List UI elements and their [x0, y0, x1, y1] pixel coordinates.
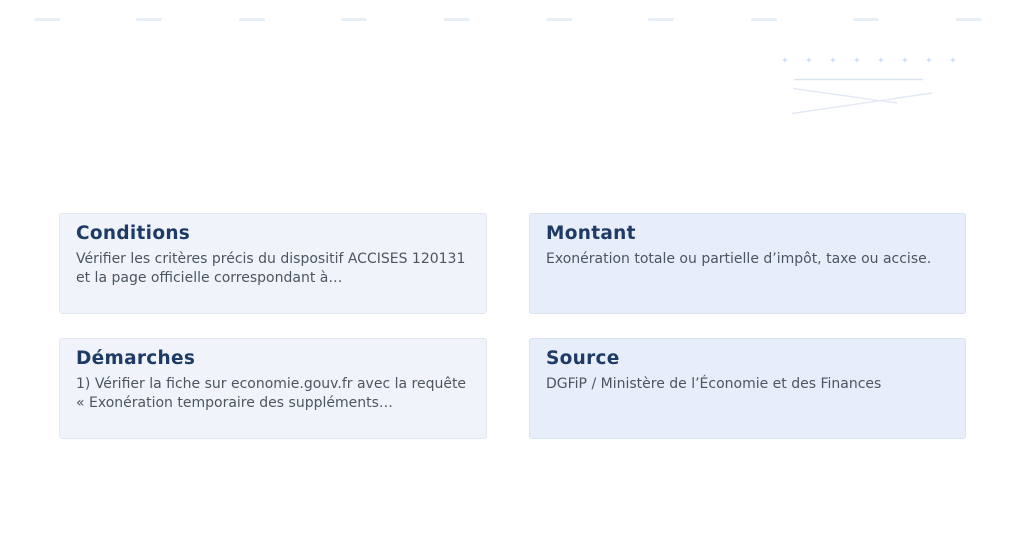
plus-dot-icon	[927, 58, 931, 62]
plus-dot-icon	[783, 58, 787, 62]
card-demarches	[59, 338, 487, 439]
sketch-diagonal-line-2	[792, 93, 932, 114]
nav-placeholder-dash	[853, 18, 879, 21]
card-conditions-title: Conditions	[76, 223, 191, 244]
decorative-sketch	[770, 45, 975, 125]
card-conditions	[59, 213, 487, 314]
info-cards-grid	[59, 213, 965, 439]
card-source-title: Source	[546, 348, 620, 369]
nav-placeholder-dash	[648, 18, 674, 21]
card-demarches-title: Démarches	[76, 348, 196, 369]
plus-dot-icon	[903, 58, 907, 62]
nav-placeholder-dash	[136, 18, 162, 21]
plus-dots-row	[783, 58, 955, 62]
card-source	[529, 338, 966, 439]
plus-dot-icon	[879, 58, 883, 62]
plus-dot-icon	[807, 58, 811, 62]
nav-placeholder-dash	[341, 18, 367, 21]
nav-placeholder-dash	[751, 18, 777, 21]
plus-dot-icon	[855, 58, 859, 62]
card-conditions-body: Vérifier les critères précis du dispositif ACCISES 120131 et la page officielle correspondant à…	[76, 251, 466, 286]
nav-placeholder-dash	[444, 18, 470, 21]
plus-dot-icon	[951, 58, 955, 62]
skeleton-nav-dashes	[0, 0, 1024, 24]
nav-placeholder-dash	[34, 18, 60, 21]
nav-placeholder-dash	[956, 18, 982, 21]
card-montant-title: Montant	[546, 223, 636, 244]
nav-placeholder-dash	[546, 18, 572, 21]
card-montant-body: Exonération totale ou partielle d’impôt, taxe ou accise.	[546, 251, 932, 267]
card-demarches-body: 1) Vérifier la fiche sur economie.gouv.fr avec la requête « Exonération temporaire des suppléments…	[76, 376, 467, 411]
card-source-body: DGFiP / Ministère de l’Économie et des Finances	[546, 376, 882, 392]
card-montant	[529, 213, 966, 314]
plus-dot-icon	[831, 58, 835, 62]
nav-placeholder-dash	[239, 18, 265, 21]
